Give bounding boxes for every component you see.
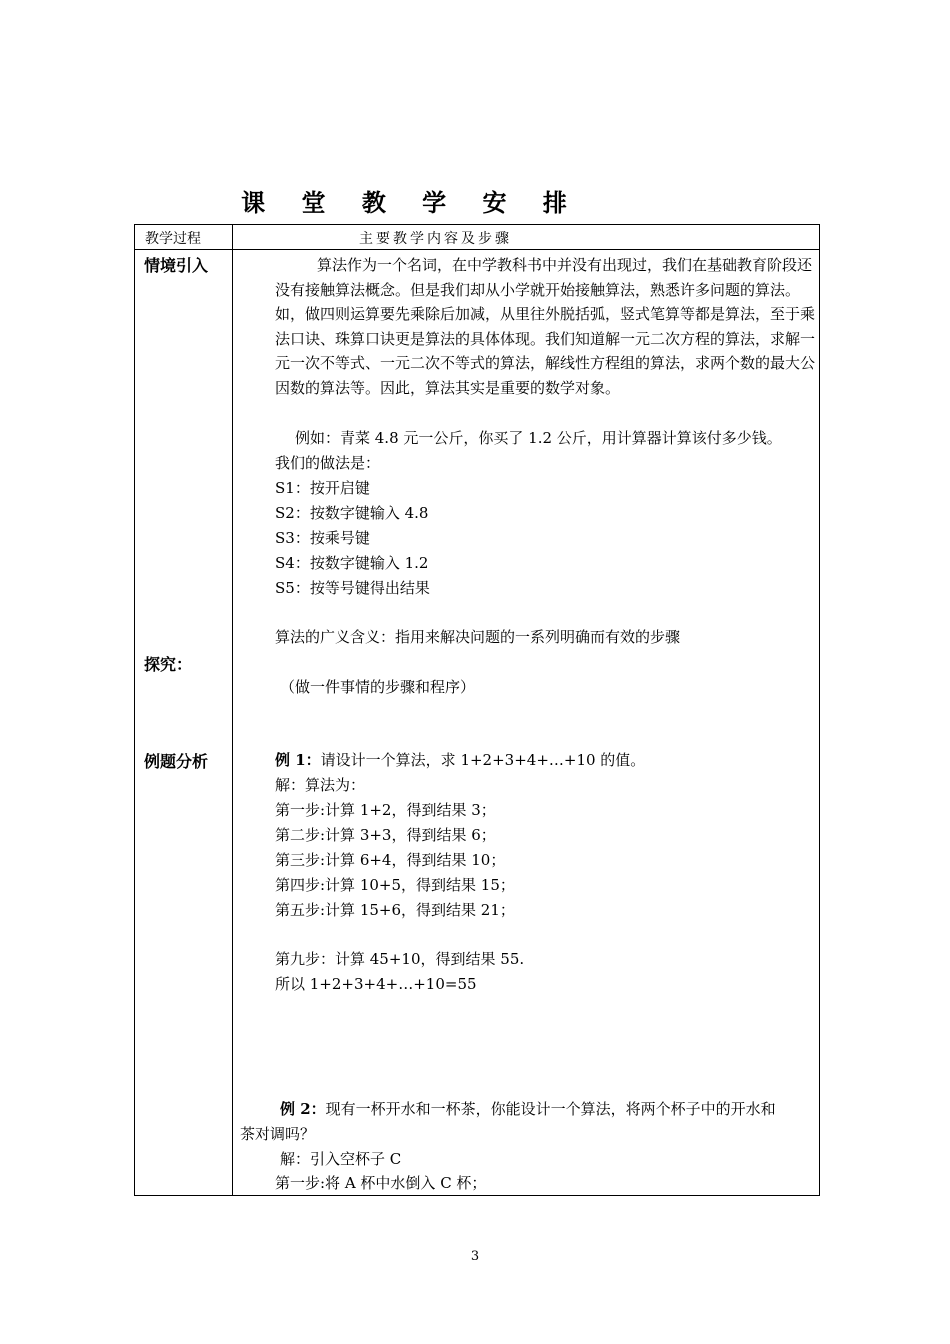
intro-example-line1: 例如：青菜 4.8 元一公斤，你买了 1.2 公斤，用计算器计算该付多少钱。	[295, 429, 782, 447]
example1-step: 第二步:计算 3+3，得到结果 6；	[275, 826, 496, 844]
lesson-table	[134, 224, 820, 1196]
header-content: 主要教学内容及步骤	[359, 231, 512, 247]
column-divider	[232, 225, 233, 1195]
example2-solution: 解：引入空杯子 C	[280, 1150, 402, 1168]
example1-step: 第一步:计算 1+2，得到结果 3；	[275, 801, 496, 819]
example1-question-text: 请设计一个算法，求 1+2+3+4+…+10 的值。	[320, 751, 646, 769]
page-number: 3	[470, 1249, 480, 1264]
intro-step: S5：按等号键得出结果	[275, 579, 430, 597]
example1-step9: 第九步：计算 45+10，得到结果 55.	[275, 950, 525, 968]
page-title	[0, 183, 950, 218]
example1-conclusion: 所以 1+2+3+4+…+10=55	[275, 975, 477, 993]
example1-solution: 解：算法为：	[275, 776, 366, 794]
example2-label: 例 2：	[280, 1100, 326, 1118]
label-intro: 情境引入	[144, 256, 209, 275]
intro-example-line2: 我们的做法是：	[275, 454, 381, 472]
algorithm-note: （做一件事情的步骤和程序）	[280, 678, 476, 696]
intro-step: S3：按乘号键	[275, 529, 370, 547]
example2-question-line1	[280, 1098, 776, 1119]
algorithm-definition: 算法的广义含义：指用来解决问题的一系列明确而有效的步骤	[275, 628, 681, 646]
example1-step: 第五步:计算 15+6，得到结果 21；	[275, 901, 515, 919]
intro-step: S1：按开启键	[275, 479, 370, 497]
label-examples: 例题分析	[144, 752, 209, 771]
example1-question	[275, 749, 645, 770]
example1-step: 第四步:计算 10+5，得到结果 15；	[275, 876, 515, 894]
intro-paragraph: 算法作为一个名词，在中学教科书中并没有出现过，我们在基础教育阶段还没有接触算法概念。但是我们却从小学就开始接触算法，熟悉许多问题的算法。如，做四则运算要先乘除后加减，从里往外脱括弧，竖式笔算等都是算法，至于乘法口诀、珠算口诀更是算法的具体体现。我们知道解一元二次方程的算法，求解一元一次不等式、一元二次不等式的算法，解线性方程组的算法，求两个数的最大公因数的算法等。因此，算法其实是重要的数学对象。	[275, 256, 816, 397]
example2-step1: 第一步:将 A 杯中水倒入 C 杯；	[275, 1174, 487, 1192]
header-divider	[135, 249, 819, 250]
intro-step: S2：按数字键输入 4.8	[275, 504, 429, 522]
intro-step: S4：按数字键输入 1.2	[275, 554, 429, 572]
header-process: 教学过程	[145, 231, 201, 247]
example2-question-text: 现有一杯开水和一杯茶，你能设计一个算法，将两个杯子中的开水和	[325, 1100, 776, 1118]
example1-step: 第三步:计算 6+4，得到结果 10；	[275, 851, 506, 869]
example1-label: 例 1：	[275, 751, 321, 769]
example2-question-line2: 茶对调吗？	[240, 1125, 316, 1143]
page-title-text: 课 堂 教 学 安 排	[241, 189, 581, 217]
label-explore: 探究：	[144, 655, 193, 674]
